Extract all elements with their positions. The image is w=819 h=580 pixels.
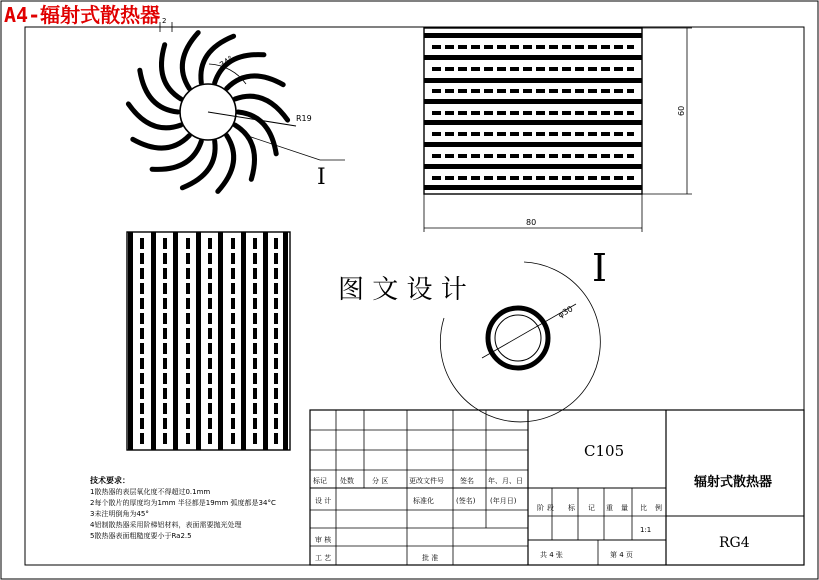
band-solid (424, 99, 642, 104)
bar-solid (128, 232, 133, 450)
stage-header-cell: 重 (606, 504, 613, 512)
stage-header-cell: 段 (547, 504, 554, 512)
fin (182, 33, 198, 89)
fin (133, 136, 190, 149)
bar-solid (241, 232, 246, 450)
stage-header-cell: 标 (568, 504, 575, 512)
label-process: 工 艺 (315, 554, 332, 562)
stage-header-cell: 例 (655, 504, 662, 512)
label-design: 设 计 (315, 497, 332, 505)
fin (235, 96, 288, 120)
col-label-date: 年、月、日 (488, 477, 523, 485)
title-block-text (313, 442, 772, 562)
tech-req-item: 3未注明倒角为45° (90, 510, 149, 518)
stage-header-cell: 阶 (537, 504, 544, 512)
label-date: (年月日) (490, 497, 517, 505)
detail-view (440, 246, 607, 422)
width-dim-label: 80 (526, 218, 537, 227)
tech-req-item: 2每个散片的厚度均为1mm 半径都是19mm 弧度都是34°C (90, 499, 276, 507)
drawing-title: A4-辐射式散热器 (4, 3, 161, 27)
col-label-sign: 签名 (460, 477, 474, 485)
front-view (128, 17, 345, 191)
col-label-count: 处数 (340, 477, 354, 485)
scale-value: 1:1 (640, 526, 652, 534)
tech-req-heading: 技术要求： (90, 476, 130, 485)
fin (161, 45, 181, 99)
tech-req-item: 5散热器表面粗糙度要小于Ra2.5 (90, 532, 192, 540)
sheet-count: 共 4 张 (540, 551, 563, 559)
detail-marker-title: I (592, 246, 608, 290)
material: RG4 (719, 535, 750, 551)
radius-dim-label: R19 (296, 114, 312, 123)
label-review: 审 核 (315, 536, 332, 544)
stage-header-cell: 量 (621, 504, 628, 512)
band-solid (424, 142, 642, 147)
bar-solid (263, 232, 268, 450)
bar-solid (283, 232, 288, 450)
bar-solid (218, 232, 223, 450)
fin (235, 125, 255, 179)
detail-marker-front: I (317, 165, 326, 190)
stage-header-cell: 记 (588, 504, 595, 512)
band-solid (424, 120, 642, 125)
label-sign: (签名) (456, 497, 476, 505)
col-label-zone: 分 区 (372, 477, 389, 485)
tech-req-item: 4铝制散热器采用阶梯铝材料，表面需要抛光处理 (90, 521, 242, 529)
bar-solid (151, 232, 156, 450)
height-dim-label: 60 (677, 105, 686, 116)
side-view (127, 232, 290, 450)
fin (128, 104, 181, 128)
gap-dim-label: 2 (162, 17, 167, 25)
part-name: 辐射式散热器 (694, 475, 773, 490)
fin (218, 136, 234, 192)
col-label-mark: 标记 (313, 477, 327, 485)
watermark-text: 图 文 设 计 (338, 275, 467, 305)
sheet-number: 第 4 页 (610, 551, 633, 559)
angle-dim-label: 34° (217, 54, 235, 70)
band-solid (424, 164, 642, 169)
hub-dim-label: φ30 (556, 304, 575, 320)
band-solid (424, 78, 642, 83)
stage-header-cell: 比 (640, 504, 647, 512)
label-approve: 批 准 (422, 554, 439, 562)
label-standardize: 标准化 (413, 497, 434, 505)
band-solid (424, 33, 642, 38)
col-label-docno: 更改文件号 (409, 477, 444, 485)
fin (227, 76, 284, 89)
part-number: C105 (584, 442, 625, 460)
bar-solid (196, 232, 201, 450)
band-solid (424, 55, 642, 60)
hub-inner (495, 315, 541, 361)
hub-outer (488, 308, 548, 368)
tech-req-item: 1散热器的表层氧化度不得超过0.1mm (90, 488, 211, 496)
top-view (424, 28, 692, 232)
bar-solid (173, 232, 178, 450)
technical-requirements (89, 475, 276, 540)
band-solid (424, 185, 642, 190)
